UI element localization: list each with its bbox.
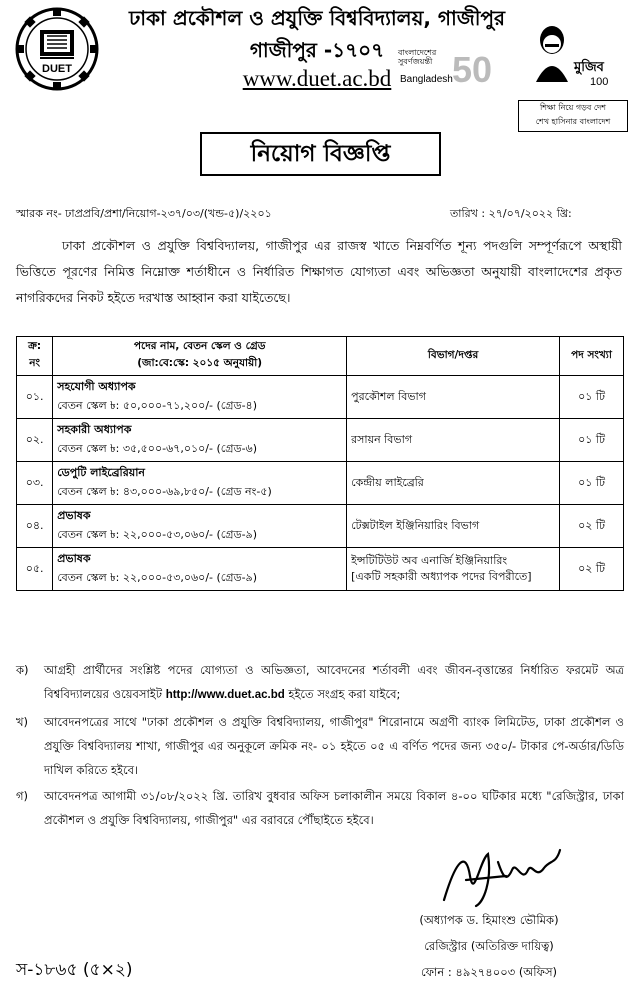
row-post-cell [53, 548, 347, 591]
university-city: গাজীপুর -১৭০৭ [249, 38, 385, 62]
row-serial: ০৩. [17, 462, 53, 505]
bd50-logo-line: বাংলাদেশের [398, 48, 437, 57]
row-count: ০১ টি [560, 419, 624, 462]
row-post-name: প্রভাষক [57, 509, 91, 522]
row-department: টেক্সটাইল ইঞ্জিনিয়ারিং বিভাগ [351, 519, 480, 532]
posts-table [16, 336, 624, 591]
row-post-name: ডেপুটি লাইব্রেরিয়ান [57, 466, 145, 479]
intro-paragraph [16, 233, 622, 311]
condition-text: আগ্রহী প্রার্থীদের সংশ্লিষ্ট পদের যোগ্যতা ও অভিজ্ঞতা, আবেদনের শর্তাবলী এবং জীবন-বৃত্তান্তের নির্ধারিত ফরমেট অত্র বিশ্ববিদ্যালয়ের ওয়েবসাইট [44, 663, 624, 701]
row-department-cell [347, 505, 560, 548]
row-post-name: সহযোগী অধ্যাপক [57, 380, 136, 393]
signature-image [436, 840, 568, 910]
row-department-cell [347, 419, 560, 462]
row-post-cell [53, 462, 347, 505]
row-post-name: প্রভাষক [57, 552, 91, 565]
intro-text: ঢাকা প্রকৌশল ও প্রযুক্তি বিশ্ববিদ্যালয়, গাজীপুর এর রাজস্ব খাতে নিম্নবর্ণিত শূন্য পদগুলি সম্পূর্ণরূপে অস্থায়ী ভিত্তিতে পূরণের নিমিত্ত নিম্নোক্ত শর্তাধীনে ও নির্ধারিত শিক্ষাগত যোগ্যতা এবং অভিজ্ঞতা অনুযায়ী বাংলাদেশের প্রকৃত নাগরিকদের নিকট হইতে দরখাস্ত আহ্বান করা যাইতেছে। [16, 238, 622, 305]
row-serial: ০২. [17, 419, 53, 462]
bd50-number: 50 [452, 49, 493, 90]
memo-number: স্মারক নং- ঢাপ্রপ্রবি/প্রশা/নিয়োগ-২৩৭/০৩/(খন্ড-৫)/২২০১ [16, 207, 272, 220]
row-department: ইন্সটিটিউট অব এনার্জি ইঞ্জিনিয়ারিং [351, 554, 508, 567]
duet-logo [14, 6, 100, 92]
row-department: কেন্দ্রীয় লাইব্রেরি [351, 476, 424, 489]
website-link[interactable]: http://www.duet.ac.bd [165, 689, 285, 701]
row-count: ০২ টি [560, 505, 624, 548]
mujib-slogan-line: শেখ হাসিনার বাংলাদেশ [535, 117, 611, 126]
row-serial: ০৫. [17, 548, 53, 591]
row-pay-scale: বেতন স্কেল ৳: ২২,০০০-৫৩,০৬০/- (গ্রেড-৯) [57, 571, 257, 584]
table-header-row [17, 337, 624, 376]
row-count: ০১ টি [560, 462, 624, 505]
condition-kha [16, 710, 624, 782]
ad-reference: স-১৮৬৫ (৫×২) [16, 960, 133, 980]
row-serial: ০৪. [17, 505, 53, 548]
row-post-name: সহকারী অধ্যাপক [57, 423, 132, 436]
condition-text-end: হইতে সংগ্রহ করা যাইবে; [284, 687, 401, 701]
duet-logo-text: DUET [42, 63, 72, 75]
row-count: ০১ টি [560, 376, 624, 419]
university-name: ঢাকা প্রকৌশল ও প্রযুক্তি বিশ্ববিদ্যালয়, গাজীপুর [128, 6, 506, 30]
university-website-link[interactable]: www.duet.ac.bd [242, 66, 392, 91]
condition-label: ক) [16, 663, 29, 677]
table-row [17, 376, 624, 419]
mujib-100-logo [506, 24, 630, 126]
condition-ga [16, 784, 624, 832]
table-row [17, 505, 624, 548]
bangladesh-50-logo [398, 44, 496, 96]
header-post [53, 337, 347, 376]
row-post-cell [53, 376, 347, 419]
row-pay-scale: বেতন স্কেল ৳: ৪৩,০০০-৬৯,৮৫০/- (গ্রেড নং-৫) [57, 485, 272, 498]
condition-text: আবেদনপত্রের সাথে "ঢাকা প্রকৌশল ও প্রযুক্তি বিশ্ববিদ্যালয়, গাজীপুর" শিরোনামে অগ্রণী ব্যাংক লিমিটেড, ঢাকা প্রকৌশল ও প্রযুক্তি বিশ্ববিদ্যালয় শাখা, গাজীপুর এর অনুকূলে ক্রমিক নং- ০১ হইতে ০৫ এ বর্ণিত পদের জন্য ৩৫০/- টাকার পে-অর্ডার/ডিডি দাখিল করিতে হইবে। [44, 715, 624, 777]
row-department: পুরকৌশল বিভাগ [351, 390, 426, 403]
signatory-name: (অধ্যাপক ড. হিমাংশু ভৌমিক) [419, 913, 559, 927]
row-department-cell [347, 462, 560, 505]
notice-date: তারিখ : ২৭/০৭/২০২২ খ্রি: [450, 207, 572, 220]
row-count: ০২ টি [560, 548, 624, 591]
header-serial: ক্র: নং [17, 337, 53, 376]
signatory-phone: ফোন : ৪৯২৭৪০০৩ (অফিস) [420, 965, 558, 979]
signatory-designation: রেজিস্ট্রার (অতিরিক্ত দায়িত্ব) [424, 939, 554, 953]
row-post-cell [53, 419, 347, 462]
row-pay-scale: বেতন স্কেল ৳: ৫০,০০০-৭১,২০০/- (গ্রেড-৪) [57, 399, 257, 412]
row-department-cell [347, 376, 560, 419]
row-pay-scale: বেতন স্কেল ৳: ৩৫,৫০০-৬৭,০১০/- (গ্রেড-৬) [57, 442, 257, 455]
header-post-line2: (জা:বে:স্কে: ২০১৫ অনুযায়ী) [137, 357, 263, 369]
row-department-note: [একটি সহকারী অধ্যাপক পদের বিপরীতে] [351, 570, 532, 583]
header-department: বিভাগ/দপ্তর [347, 337, 560, 376]
notice-title: নিয়োগ বিজ্ঞপ্তি [200, 132, 441, 176]
table-row [17, 548, 624, 591]
condition-label: খ) [16, 715, 29, 729]
bd50-logo-name: Bangladesh [400, 74, 453, 85]
row-department: রসায়ন বিভাগ [351, 433, 413, 446]
row-pay-scale: বেতন স্কেল ৳: ২২,০০০-৫৩,০৬০/- (গ্রেড-৯) [57, 528, 257, 541]
mujib-logo-number: 100 [590, 76, 609, 88]
table-row [17, 419, 624, 462]
header-count: পদ সংখ্যা [560, 337, 624, 376]
table-row [17, 462, 624, 505]
row-serial: ০১. [17, 376, 53, 419]
condition-text: আবেদনপত্র আগামী ৩১/০৮/২০২২ খ্রি. তারিখ বুধবার অফিস চলাকালীন সময়ে বিকাল ৪-০০ ঘটিকার মধ্যে "রেজিস্ট্রার, ঢাকা প্রকৌশল ও প্রযুক্তি বিশ্ববিদ্যালয়, গাজীপুর" এর বরাবরে পৌঁছাইতে হইবে। [44, 789, 624, 827]
mujib-logo-text: মুজিব [574, 60, 604, 75]
row-department-cell [347, 548, 560, 591]
mujib-slogan-box [518, 100, 628, 132]
row-post-cell [53, 505, 347, 548]
condition-ka [16, 658, 624, 707]
bd50-logo-line: সুবর্ণজয়ন্তী [398, 57, 433, 66]
mujib-slogan-line: শিক্ষা নিয়ে গড়ব দেশ [539, 103, 607, 112]
condition-label: গ) [16, 789, 29, 803]
header-post-line1: পদের নাম, বেতন স্কেল ও গ্রেড [133, 340, 266, 352]
